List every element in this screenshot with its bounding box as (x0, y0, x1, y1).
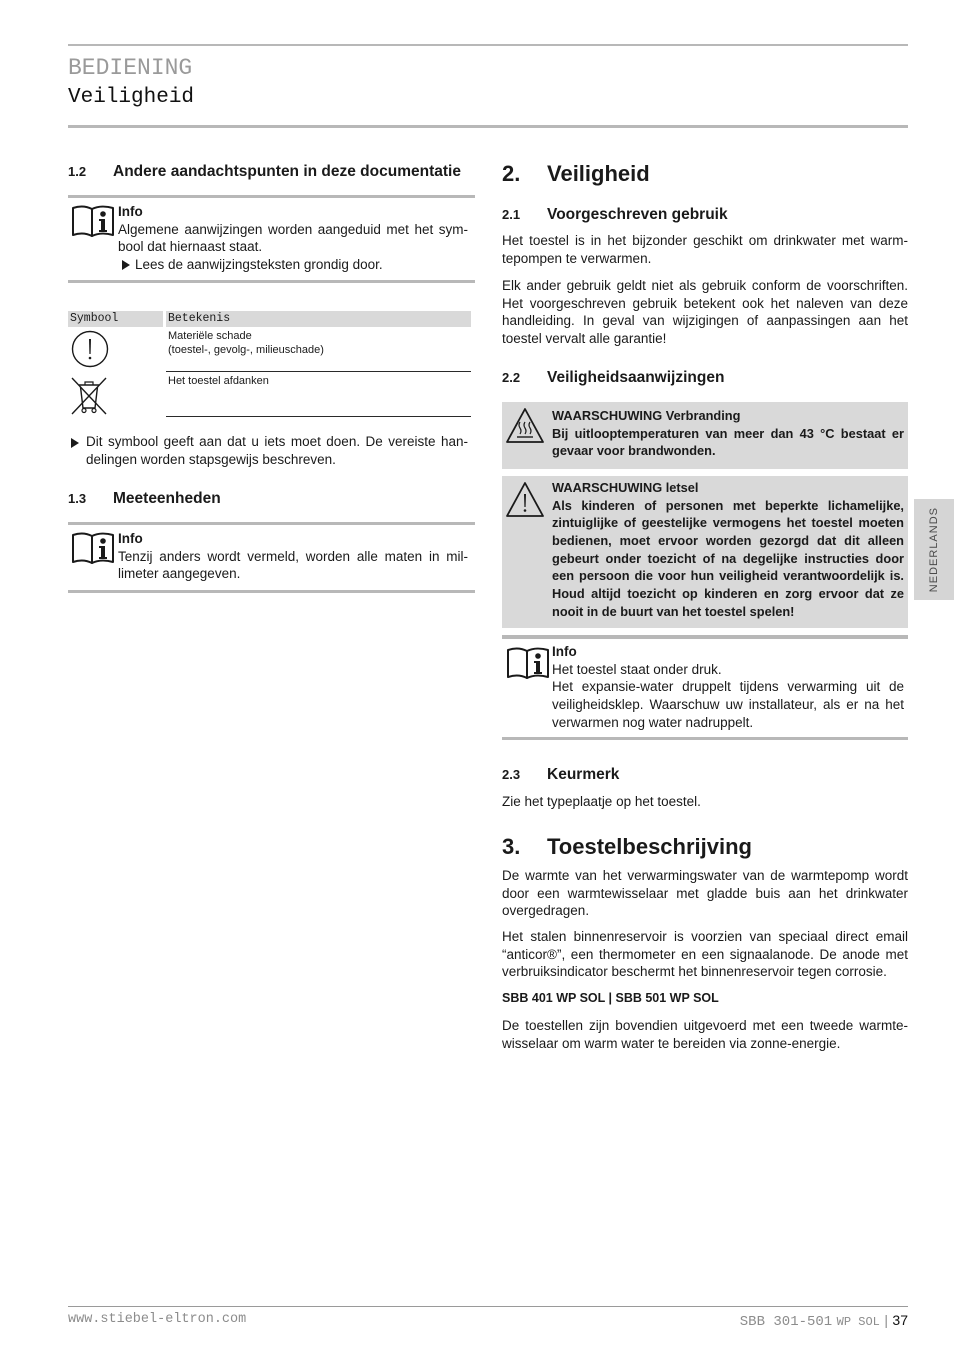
info-box-text (118, 530, 468, 583)
text-line: Het toestel staat onder druk. (552, 661, 722, 677)
page-number: 37 (892, 1312, 908, 1328)
text-line: gevaar voor brandwonden. (552, 443, 716, 459)
table-row-divider (166, 416, 471, 417)
chapter-title: BEDIENING (68, 55, 193, 81)
text-line: door een warmtewisselaar met gladde buis aan het drinkwater (502, 885, 908, 901)
paragraph (502, 277, 908, 348)
header-bottom-rule (68, 125, 908, 128)
heading-title: Meeteenheden (113, 490, 221, 507)
text-line: Het voorgeschreven gebruik betekent ook het naleven van deze (502, 295, 908, 311)
text-line: De warmte van het verwarmingswater van de warmtepomp wordt (502, 868, 908, 883)
info-box-top-rule (502, 635, 908, 639)
warning-triangle-icon (505, 481, 545, 524)
header-top-rule (68, 44, 908, 46)
text-line: handleiding. In geval van wijzigingen of aanpassingen aan het (502, 313, 908, 329)
paragraph (502, 793, 908, 811)
page-title: Veiligheid (68, 86, 195, 109)
info-book-icon (70, 530, 116, 571)
text-line: De toestellen zijn bovendien uitgevoerd met een tweede warmte- (502, 1018, 908, 1033)
table-row-text (168, 374, 468, 388)
table-header-meaning: Betekenis (166, 311, 471, 327)
info-label: Info (118, 531, 143, 546)
info-box-bottom-rule (68, 280, 475, 283)
table-cell-line: (toestel-, gevolg-, milieuschade) (168, 344, 324, 356)
heading-2-2 (502, 368, 908, 388)
heading-2-1 (502, 205, 908, 225)
table-row-text (168, 329, 468, 357)
text-line: veiligheidsklep. Waarschuw uw installateur, als er na het (552, 697, 904, 713)
action-step (118, 256, 468, 274)
heading-number: 1.2 (68, 164, 87, 179)
action-text: Lees de aanwijzingsteksten grondig door. (135, 257, 383, 273)
paragraph (502, 232, 908, 267)
text-line: Het stalen binnenreservoir is voorzien van speciaal direct email (502, 929, 908, 944)
heading-2-3 (502, 765, 908, 785)
heading-1-2 (68, 162, 475, 182)
text-line: overgedragen. (502, 903, 590, 919)
footer-page-info (740, 1310, 908, 1332)
text-line: verwarmen nog water nadruppelt. (552, 714, 754, 730)
info-label: Info (552, 644, 577, 659)
crossed-out-bin-icon (68, 374, 110, 422)
heading-number: 2.3 (502, 767, 521, 782)
text-line: bedienen, moet ervoor worden gezorgd dat dit alleen (552, 533, 904, 549)
text-line: Houd altijd toezicht op kinderen en zorg ervoor dat ze (552, 586, 904, 602)
heading-title: Veiligheidsaanwijzingen (547, 369, 725, 386)
footer-model-suffix: WP SOL (836, 1315, 880, 1329)
text-line: Tenzij anders wordt vermeld, worden alle maten in mil- (118, 548, 468, 564)
info-box-bottom-rule (502, 737, 908, 740)
text-line: “anticor®”, een thermometer en een signaalanode. De anode met (502, 946, 908, 962)
text-line: Het toestel is in het bijzonder geschikt om drinkwater met warm- (502, 233, 908, 248)
paragraph (502, 1017, 908, 1052)
text-line: toestel vervalt alle garantie! (502, 331, 667, 347)
hot-surface-warning-icon (505, 407, 545, 450)
action-note (86, 433, 468, 468)
heading-number: 2. (502, 161, 521, 186)
text-line: Dit symbool geeft aan dat u iets moet doen. De vereiste han- (86, 434, 468, 449)
text-line: een persoon die voor hun veiligheid verantwoordelijk is. (552, 568, 904, 584)
paragraph (502, 867, 908, 920)
model-subheading (502, 990, 908, 1008)
text-line: wisselaar om warm water te bereiden via zonne-energie. (502, 1035, 841, 1051)
text-line: Zie het typeplaatje op het toestel. (502, 794, 701, 809)
text-line: SBB 401 WP SOL | SBB 501 WP SOL (502, 991, 719, 1005)
table-header-symbol: Symbool (68, 311, 163, 327)
text-line: zintuiglijke of geestelijke vermogens het toestel moeten (552, 515, 904, 531)
text-line: gebeurt onder toezicht of na degelijke instructies door (552, 550, 904, 566)
text-line: delingen worden stapsgewijs beschreven. (86, 451, 336, 467)
language-tab-label: NEDERLANDS (928, 506, 940, 593)
heading-title: Keurmerk (547, 766, 620, 783)
action-arrow-icon (122, 260, 130, 270)
info-book-icon (505, 645, 551, 686)
heading-title: Voorgeschreven gebruik (547, 206, 728, 223)
heading-1-3 (68, 489, 475, 509)
heading-number: 2.2 (502, 370, 521, 385)
heading-number: 1.3 (68, 491, 87, 506)
text-line: nooit in de buurt van het toestel spelen! (552, 603, 795, 619)
warning-label: WAARSCHUWING Verbranding (552, 408, 741, 423)
warning-text (552, 407, 904, 460)
info-label: Info (118, 204, 143, 219)
text-line: verbruiksindicator beschermt het binnenreservoir tegen corrosie. (502, 964, 887, 980)
heading-number: 3. (502, 834, 521, 859)
exclamation-circle-icon (71, 330, 109, 373)
footer-url: www.stiebel-eltron.com (68, 1312, 247, 1327)
warning-text (552, 479, 904, 621)
heading-title: Andere aandachtspunten in deze documentatie (113, 163, 461, 180)
action-arrow-icon (71, 438, 79, 448)
text-line: limeter aangegeven. (118, 566, 241, 582)
info-book-icon (70, 203, 116, 244)
heading-2 (502, 159, 908, 189)
text-line: Bij uitlooptemperaturen van meer dan 43 °C bestaat er (552, 425, 904, 441)
table-row-divider (166, 371, 471, 372)
text-line: Algemene aanwijzingen worden aangeduid met het sym- (118, 221, 468, 237)
language-tab (914, 499, 954, 600)
text-line: Het expansie-water druppelt tijdens verwarming uit de (552, 679, 904, 695)
text-line: bool dat hiernaast staat. (118, 239, 263, 255)
paragraph (502, 928, 908, 981)
footer-rule (68, 1306, 908, 1307)
table-cell-line: Materiële schade (168, 330, 252, 342)
footer-separator: | (884, 1312, 888, 1328)
heading-3 (502, 832, 908, 862)
info-box-top-rule (68, 195, 475, 198)
warning-label: WAARSCHUWING letsel (552, 480, 699, 495)
text-line: Als kinderen of personen met beperkte lichamelijke, (552, 497, 904, 513)
info-box-bottom-rule (68, 590, 475, 593)
footer-model: SBB 301-501 (739, 1314, 833, 1330)
info-box-text (552, 643, 904, 731)
text-line: tepompen te verwarmen. (502, 250, 652, 266)
heading-title: Veiligheid (547, 161, 650, 186)
heading-title: Toestelbeschrijving (547, 834, 752, 859)
text-line: Elk ander gebruik geldt niet als gebruik conform de voorschriften. (502, 278, 908, 293)
table-cell-line: Het toestel afdanken (168, 375, 269, 387)
info-box-text (118, 203, 468, 274)
info-box-top-rule (68, 522, 475, 525)
heading-number: 2.1 (502, 207, 521, 222)
